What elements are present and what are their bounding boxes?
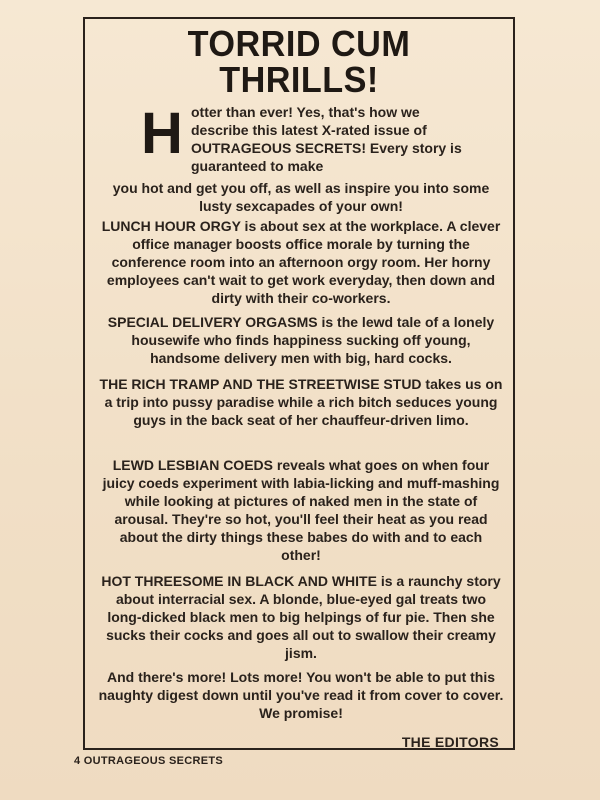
page-folio: 4 OUTRAGEOUS SECRETS <box>74 755 224 767</box>
paragraph-lunch-hour-orgy: LUNCH HOUR ORGY is about sex at the workplace. A clever office manager boosts office morale by turning the conference room into an afternoon orgy room. Her horny employees can't wait to get work everyday, then down and dirty with their co-workers. <box>101 218 501 306</box>
paragraph-rich-tramp: THE RICH TRAMP AND THE STREETWISE STUD takes us on a trip into pussy paradise while a rich bitch seduces young guys in the back seat of her chauffeur-driven limo. <box>99 376 503 428</box>
drop-cap: H <box>141 101 183 166</box>
paragraph-special-delivery: SPECIAL DELIVERY ORGASMS is the lewd tale of a lonely housewife who finds happiness sucking off young, handsome delivery men with big, hard cocks. <box>107 314 495 366</box>
paragraph-closing: And there's more! Lots more! You won't be able to put this naughty digest down until you've read it from cover to cover. We promise! <box>98 669 504 721</box>
intro-first-lines: otter than ever! Yes, that's how we describe this latest X-rated issue of OUTRAGEOUS SECRETS! Every story is guaranteed to make <box>191 104 462 174</box>
headline-line-1: TORRID CUM <box>187 23 411 64</box>
headline <box>94 23 504 100</box>
headline-line-2: THRILLS! <box>219 59 379 100</box>
paragraph-lewd-lesbian-coeds: LEWD LESBIAN COEDS reveals what goes on when four juicy coeds experiment with labia-licking and muff-mashing while looking at pictures of naked men in the state of arousal. They're so hot, you'll feel their heat as you read about the dirty things these babes do with and to each other! <box>102 457 500 563</box>
signoff: THE EDITORS <box>401 734 499 750</box>
paragraph-hot-threesome: HOT THREESOME IN BLACK AND WHITE is a raunchy story about interracial sex. A blonde, blue-eyed gal treats two long-dicked black men to big helpings of fur pie. Then she sucks their cocks and goes all out to swallow their creamy jism. <box>101 573 501 661</box>
intro-rest: you hot and get you off, as well as inspire you into some lusty sexcapades of your own! <box>112 180 490 214</box>
